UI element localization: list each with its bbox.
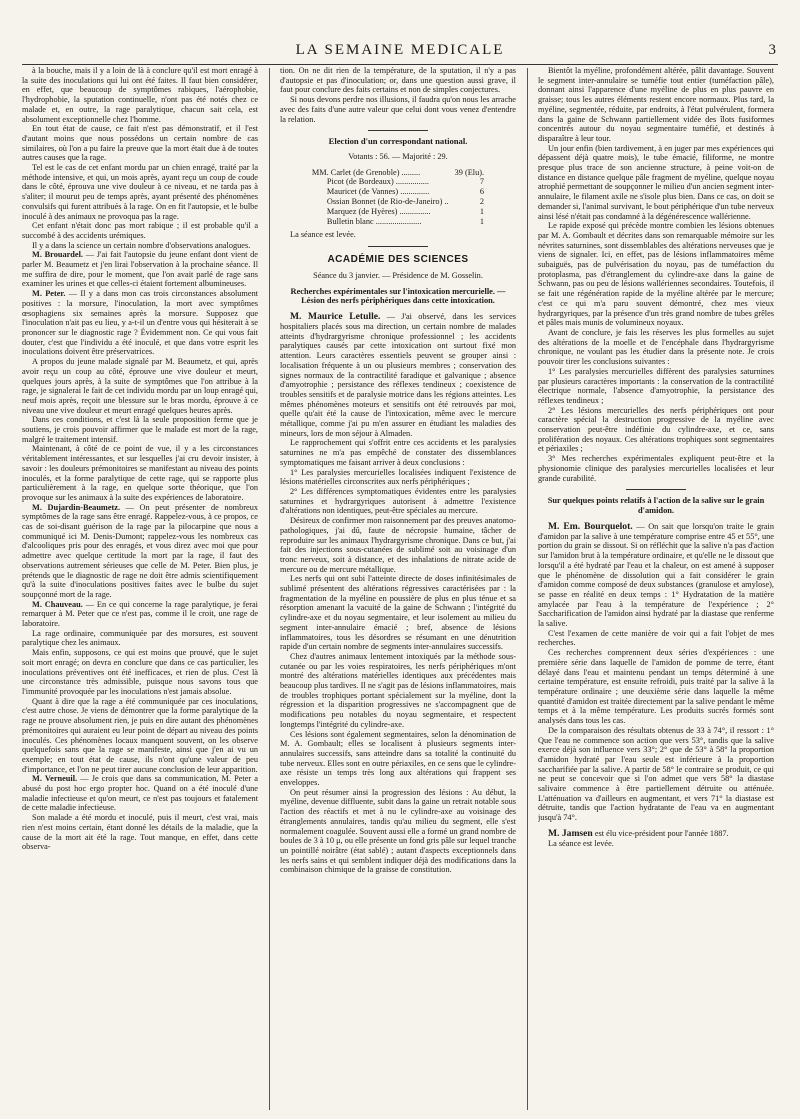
speaker-text: est élu vice-président pour l'année 1887.: [594, 828, 729, 838]
paragraph: Chez d'autres animaux lentement intoxiqués par la méthode sous-cutanée ou par les voies respiratoires, les nerfs périphériques m'ont montré des altérations matérielles identiques aux précédentes mais beaucoup plus tardives. Il ne s'agit pas de lésions inflammatoires, mais de troubles trophiques portant spécialement sur la myéline, dont la régression et la disparition progressives ne s'accompagnent que de modifications peu notables du noyau segmentaire, et respectent longtemps l'intégrité du cylindre-axe.: [280, 651, 516, 729]
saliva-heading: Sur quelques points relatifs à l'action de la salive sur le grain d'amidon.: [547, 496, 765, 515]
candidate-name: Mauricet (de Vannes) ..............: [326, 187, 430, 197]
paragraph: Le rapide exposé qui précède montre combien les lésions obtenues par M. A. Gombault et décrites dans son remarquable mémoire sur les névrites saturnines, sont dissemblables des altérations nerveuses que je viens de signaler. Ici, en effet, pas de lésions inflammatoires même subaiguës, pas de pulvérisation du noyau, pas de tuméfaction du protoplasma, pas d'étranglement du cylindre-axe dans la gaine de Schwann, pas ou peu de lésions wallériennes secondaires. Toutefois, il se fait une régénération rapide de la myéline altérée par le mercure; c'est ce qui m'a paru souvent démontré, chez mes vieux hydrargyriques, par la présence d'un très grand nombre de tubes grêles et pâles mais munis de volumineux noyaux.: [538, 221, 774, 328]
paragraph: 2° Les lésions mercurielles des nerfs périphériques ont pour caractère spécial la destruction progressive de la myéline avec conservation peut-être indéfinie du cylindre-axe, et ce, sans prolifération des noyaux. Ces altérations trophiques sont segmentaires et périaxiles ;: [538, 405, 774, 454]
vote-count: 1: [479, 206, 485, 216]
speaker-name: M. Chauveau.: [32, 599, 83, 609]
research-heading: Recherches expérimentales sur l'intoxication mercurielle. — Lésion des nerfs périphériques dans cette intoxication.: [290, 286, 506, 305]
paragraph: Maintenant, à côté de ce point de vue, il y a les circonstances véritablement intéressantes, et sur lesquelles j'ai cru devoir insister, à savoir : les douleurs prémonitoires se manifestant au niveau des points inoculés, et la forme paralytique de cette rage, qui se rapporte plus particulièrement à la rage, en quelque sorte théorique, que l'on provoque sur les animaux à la suite des expériences de laboratoire.: [22, 444, 258, 502]
speaker-text: — Je crois que dans sa communication, M. Peter a abusé du post hoc ergo propter hoc. Quand on a été inoculé d'une maladie infectieuse et qu'on meurt, ce n'est pas toujours et fatalement de cette maladie infectieuse.: [22, 774, 258, 813]
vote-count: 6: [479, 187, 485, 197]
speaker-text: — On sait que lorsqu'on traite le grain d'amidon par la salive à une température comprise entre 45 et 55°, une portion du grain se dissout. Si on réfléchit que la salive n'a pas d'action sur l'amidon brut à la température ordinaire, et qu'elle ne le dissout que lorsqu'il a été hydraté par l'eau et la chaleur, on est amené à supposer que le phénomène de dissolution qui a fait considérer le grain d'amidon comme composé de deux substances (granulose et amylose), se passe en réalité en deux temps : 1° Hydratation de la matière amylacée par l'eau à la température de l'expérience ; 2° Saccharification de l'amidon ainsi hydraté par la diastase que renferme la salive.: [538, 522, 774, 629]
paragraph: La rage ordinaire, communiquée par des morsures, est souvent paralytique chez les animaux.: [22, 628, 258, 648]
speaker-name: M. Peter.: [32, 289, 66, 299]
text-columns: [22, 66, 778, 1114]
speaker-text: — Il y a dans mon cas trois circonstances absolument positives : la morsure, l'inoculation, la mort avec symptômes œsophagiens six semaines après la morsure. Supposez que l'inoculation n'ait pas eu lieu, y a-t-il un d'entre vous qui hésiterait à se prononcer sur le diagnostic rage ? Évidemment non. Ce qui vous fait douter, c'est que l'individu a été inoculé, et que dans votre esprit les inoculations doivent être préservatrices.: [22, 289, 258, 357]
speaker-paragraph: [538, 829, 774, 839]
table-row: [309, 187, 487, 197]
speaker-text: — J'ai fait l'autopsie du jeune enfant dont vient de parler M. Beaumetz et j'en lirai l'observation à la prochaine séance. Il me suffira de dire, pour le moment, que l'on avait parlé de rage sans examiner les urines et que celles-ci étaient fortement albumineuses.: [22, 250, 258, 289]
paragraph: tion. On ne dit rien de la température, de la sputation, il n'y a pas d'autopsie et pas d'inoculation; or, dans une question aussi grave, il faut pour conclure des faits certains et non de simples conjectures.: [280, 66, 516, 95]
speaker-name: M. Maurice Letulle.: [290, 311, 381, 323]
page-number: 3: [768, 42, 776, 58]
paragraph: Il y a dans la science un certain nombre d'observations analogues.: [32, 240, 251, 250]
paragraph: 1° Les paralysies mercurielles localisées indiquent l'existence de lésions matérielles circonscrites aux nerfs périphériques ;: [280, 467, 516, 487]
speaker-paragraph: [280, 312, 516, 438]
paragraph: 1° Les paralysies mercurielles diffèrent des paralysies saturnines par plusieurs caractères importants : la conservation de la contractilité électrique normale, l'absence d'amyotrophie, la persistance des réflexes tendineux ;: [538, 366, 774, 405]
column-divider: [527, 68, 528, 1110]
paragraph: Quant à dire que la rage a été communiquée par ces inoculations, c'est autre chose. Je viens de démontrer que la forme paralytique de la rage ne prouve absolument rien, je puis en dire autant des phénomènes prémonitoires qui auraient eu leur point de départ au niveau des points inoculés. Ces phénomènes locaux manquent souvent, on les observe quelquefois sans que la rage se manifeste, ainsi que j'en ai vu un exemple; en tout état de cause, ils n'ont qu'une valeur de peu d'importance, et l'on ne peut tirer aucune conclusion de leur apparition.: [22, 696, 258, 774]
academy-heading: ACADÉMIE DES SCIENCES: [327, 254, 469, 266]
speaker-text: — On peut présenter de nombreux symptômes de la rage sans être enragé. Rappelez-vous, à ce propos, ce cas de soi-disant guérison de la rage par la pilocarpine que nous a communiqué ici M. Denis-Dumont; rappelez-vous les nombreux cas d'alcooliques pris pour des enragés, et vous direz avec moi que pour admettre avec quelque certitude la mort par la rage, il faut des observations autrement sérieuses que celle de M. Peter. Bien plus, je prétends que le diagnostic de rage ne doit être admis scientifiquement qu'à la suite d'inoculations positives faites avec le bulbe du sujet soupçonné mort de la rage.: [22, 502, 258, 599]
paragraph: Avant de conclure, je fais les réserves les plus formelles au sujet des altérations de la moelle et de l'encéphale dans l'hydrargyrisme chronique, ne voulant pas les étudier dans la présente note. Je crois pouvoir tirer les conclusions suivantes :: [538, 327, 774, 367]
column-divider: [269, 68, 270, 1110]
candidate-name: Picot (de Bordeaux) ................: [326, 177, 429, 187]
paragraph: Bientôt la myéline, profondément altérée, pâlit davantage. Souvent le segment inter-annulaire se tuméfie tout entier (tuméfaction pâle), donnant ainsi l'apparence d'une myéline de plus en plus pauvre en graisse; tous les autres éléments restent encore normaux. Plus tard, la myéline, segmentée, réduite, par endroits, à l'état pulvérulent, formera dans la gaine de Schwann partiellement vidée des îlots fusiformes concentrés autour du noyau segmentaire tuméfié, et destinés à disparaître à leur tour.: [538, 66, 774, 143]
speaker-paragraph: [22, 600, 258, 629]
journal-title: LA SEMAINE MEDICALE: [295, 42, 505, 58]
paragraph: Ces lésions sont également segmentaires, selon la dénomination de M. A. Gombault; elles se localisent à plusieurs segments inter-annulaires successifs, sans atteindre dans sa totalité la continuité du tube nerveux. Elles sont en outre périaxiles, en ce sens que le cylindre-axe résiste un temps très long aux altérations qui frappent ses enveloppes.: [280, 729, 516, 788]
candidate-name: Bulletin blanc ......................: [326, 216, 422, 226]
session-line: Séance du 3 janvier. — Présidence de M. Gosselin.: [313, 270, 483, 280]
paragraph: Si nous devons perdre nos illusions, il faudra qu'on nous les arrache avec des faits d'une autre valeur que celui dont vous venez d'entendre la relation.: [280, 95, 516, 124]
candidate-name: Marquez (de Hyères) ...............: [326, 206, 431, 216]
vote-count: 7: [479, 177, 485, 187]
column-middle: [280, 66, 516, 1112]
paragraph: Les nerfs qui ont subi l'atteinte directe de doses infinitésimales de sublimé présentent des altérations régressives caractérisées par : la fragmentation de la myéline en poussière de plus en plus ténue et sa résorption amenant la vacuité de la gaine de Schwann ; l'intégrité du cylindre-axe et du noyau segmentaire, et leur isolement au milieu du segment inter-annulaire émacié ; bref, absence de lésions inflammatoires, tous les désordres se résumant en une dénutrition rapide d'un certain nombre de segments inter-annulaires successifs.: [280, 574, 516, 652]
table-row: [309, 168, 487, 178]
paragraph: Un jour enfin (bien tardivement, à en juger par mes expériences qui dépassent déjà quatre mois), le tube émacié, filiforme, ne montre presque plus trace de son ancienne structure, à peine voit-on de distance en distance quelque pâle fragment de myéline, quelque noyau atrophié permettant de soupçonner le milieu d'un ancien segment inter-annulaire, le filament axile ne s'isole plus bien. Dans ce cas, on doit se demander si, l'animal survivant, le bout périphérique d'un tube nerveux ainsi lésé n'était pas condamné à la dégénérescence wallérienne.: [538, 143, 774, 221]
speaker-name: M. Brouardel.: [32, 250, 83, 260]
paragraph: Désireux de confirmer mon raisonnement par des preuves anatomo-pathologiques, j'ai dû, faute de nécropsie humaine, tâcher de reproduire sur les animaux l'hydrargyrisme chronique. Dans ce but, j'ai fait des injections sous-cutanées de sublimé soit au voisinage d'un tronc nerveux, soit à distance, et des inhalations de nitrate acide de mercure ou de mercure métallique.: [280, 516, 516, 574]
speaker-name: M. Jamsen: [548, 827, 593, 839]
table-row: [309, 207, 487, 217]
speaker-name: M. Verneuil.: [32, 774, 78, 784]
column-left: [22, 66, 258, 1112]
paragraph: Son malade a été mordu et inoculé, puis il meurt, c'est vrai, mais rien n'est moins certain, étant donné les détails de la maladie, que la cause de la mort ait été la rage. Tout manque, en effet, dans cette observa-: [22, 813, 258, 852]
paragraph: En tout état de cause, ce fait n'est pas démonstratif, et il l'est d'autant moins que nous possédons un certain nombre de cas similaires, où l'on a pu faire la preuve que la mort était due à de toutes autres causes que la rage.: [22, 124, 258, 163]
votes-line: Votants : 56. — Majorité : 29.: [348, 151, 448, 161]
paragraph: On peut résumer ainsi la progression des lésions : Au début, la myéline, devenue diffluente, subit dans la gaine un retrait notable sous l'action des réactifs et met à nu le cylindre-axe au voisinage des étranglements annulaires, tandis qu'au milieu du segment, elle s'est normalement coagulée. Souvent aussi elle a formé un grand nombre de boules de 3 à 10 μ, ou elle présente un fond gris pâle sur lequel tranche un pointillé noirâtre (état sablé) ; autant d'aspects exceptionnels dans les nerfs sains et qui semblent indiquer déjà des modifications dans la combinaison chimique de la graisse de constitution.: [280, 787, 516, 875]
vote-count: 2: [479, 197, 485, 207]
paragraph: Cet enfant n'était donc pas mort rabique ; il est probable qu'il a succombé à des accidents urémiques.: [22, 221, 258, 240]
speaker-paragraph: [538, 522, 774, 629]
speaker-paragraph: [22, 503, 258, 600]
paragraph: Ces recherches comprennent deux séries d'expériences : une première série dans laquelle de l'amidon de pomme de terre, étant délayé dans l'eau et maintenu pendant un temps déterminé à une certaine température, est ensuite refroidi, puis traité par la salive à la température ordinaire ; une deuxième série dans laquelle la même quantité d'amidon est traitée directement par la salive pendant le même temps et à la même température. Les produits sucrés formés sont analysés dans tous les cas.: [538, 648, 774, 726]
section-divider: [368, 246, 428, 247]
speaker-text: — En ce qui concerne la rage paralytique, je ferai remarquer à M. Peter que ce n'est pas, comme il le croit, une rage de laboratoire.: [22, 599, 258, 629]
paragraph: Tel est le cas de cet enfant mordu par un chien enragé, traité par la méthode intensive, et qui, un mois après, ayant reçu un coup de coude dans le côté, éprouva une vive douleur à ce niveau, et ne tarda pas à s'aliter; il mourut peu de temps après, ayant présenté des phénomènes convulsifs qui furent attribués à la rage. On en fit l'autopsie, et le bulbe inoculé à des animaux ne provoqua pas la rage.: [22, 163, 258, 221]
table-row: [309, 177, 487, 187]
paragraph: Dans ces conditions, et c'est là la seule proposition ferme que je soutiens, je crois pouvoir affirmer que le malade est mort de la rage, malgré le traitement intensif.: [22, 415, 258, 444]
speaker-paragraph: [22, 250, 258, 289]
column-right: [538, 66, 774, 1112]
paragraph: Le rapprochement qui s'offrit entre ces accidents et les paralysies saturnines ne m'a pas empêché de constater des dissemblances symptomatiques me faisant arriver à deux conclusions :: [280, 438, 516, 467]
paragraph: C'est l'examen de cette manière de voir qui a fait l'objet de mes recherches.: [538, 628, 774, 648]
closing-line: La séance est levée.: [290, 230, 356, 240]
paragraph: à la bouche, mais il y a loin de là à conclure qu'il est mort enragé à la suite des inoculations qui lui ont été faites. Il faut bien considérer, en effet, que beaucoup de symptômes rabiques, l'aérophobie, l'hydrophobie, la sputation continuelle, n'ont pas été notés chez ce malade et, en outre, la rage paralytique, chacun sait cela, est absolument exceptionnelle chez l'homme.: [22, 66, 258, 124]
vote-count: 39 (Elu).: [454, 167, 485, 177]
page-header: [22, 42, 778, 65]
election-results-table: [309, 168, 487, 227]
paragraph: De la comparaison des résultats obtenus de 33 à 74°, il ressort : 1° Que l'eau ne commence son action que vers 53°, tandis que la salive exerce déjà son influence vers 33°; 2° que de 53° à 58° la proportion d'amidon hydraté par l'eau seule est inférieure à la proportion saccharifiée par la salive. A partir de 58° le contraire se produit, ce qui ne peut se concevoir que si l'on admet que vers 58° la diastase salivaire commence à être partiellement détruite ou atténuée. L'atténuation va d'ailleurs en augmentant, et vers 71° la diastase est détruite, tandis que l'action hydratante de l'eau va en augmentant jusqu'à 74°.: [538, 725, 774, 823]
candidate-name: MM. Carlet (de Grenoble) .........: [311, 167, 421, 177]
vote-count: 1: [479, 216, 485, 226]
speaker-name: M. Dujardin-Beaumetz.: [32, 502, 121, 512]
candidate-name: Ossian Bonnet (de Rio-de-Janeiro) ..: [326, 197, 449, 207]
speaker-text: — J'ai observé, dans les services hospitaliers placés sous ma direction, un certain nombre de malades atteints d'hydrargyrisme chronique professionnel ; les accidents paralytiques causés par cette intoxication ont surtout fixé mon attention. Leurs caractères essentiels peuvent se grouper ainsi : localisation fréquente à un ou plusieurs membres ; conservation des signes normaux de la contractilité faradique et galvanique ; absence d'amyotrophie ; persistance des réflexes tendineux ; coexistence de troubles sensitifs et de paralysie motrice dans les régions atteintes. Les mêmes phénomènes moteurs et sensitifs ont été retrouvés par moi, quelle qu'ait été la cause de l'intoxication, même avec le mercure métallique, comme j'ai pu m'en assurer en étudiant les maladies des mineurs, lors de mon séjour à Almaden.: [280, 312, 516, 438]
speaker-paragraph: [22, 289, 258, 357]
closing-line: La séance est levée.: [548, 838, 614, 848]
paragraph: Mais enfin, supposons, ce qui est moins que prouvé, que le sujet soit mort enragé; on devra en conclure que dans ce cas particulier, les inoculations préventives ont été inefficaces, et rien de plus. C'est là une circonstance très admissible, puisque nous savons tous que l'immunité provoquée par les inoculations n'est jamais absolue.: [22, 648, 258, 696]
speaker-name: M. Em. Bourquelot.: [548, 521, 633, 533]
election-heading: Election d'un correspondant national.: [328, 136, 468, 147]
section-divider: [626, 489, 686, 490]
paragraph: A propos du jeune malade signalé par M. Beaumetz, et qui, après avoir reçu un coup au côté, éprouve une vive douleur et meurt, quelques jours après, à la suite de symptômes que l'on attribue à la rage, je signalerai le fait de cet individu mordu par un loup enragé qui, neuf mois après, reçoit une blessure sur le bras mordu, éprouve à ce niveau une vive douleur et meurt enragé quelques heures après.: [22, 357, 258, 415]
table-row: [309, 217, 487, 227]
paragraph: 2° Les différences symptomatiques évidentes entre les paralysies saturnines et hydrargyriques autorisent à admettre l'existence d'altérations non identiques, peut-être spéciales au mercure.: [280, 486, 516, 516]
speaker-paragraph: [22, 774, 258, 813]
section-divider: [368, 130, 428, 131]
table-row: [309, 197, 487, 207]
paragraph: 3° Mes recherches expérimentales expliquent peut-être et la physionomie clinique des paralysies mercurielles localisées et leur grande curabilité.: [538, 454, 774, 483]
